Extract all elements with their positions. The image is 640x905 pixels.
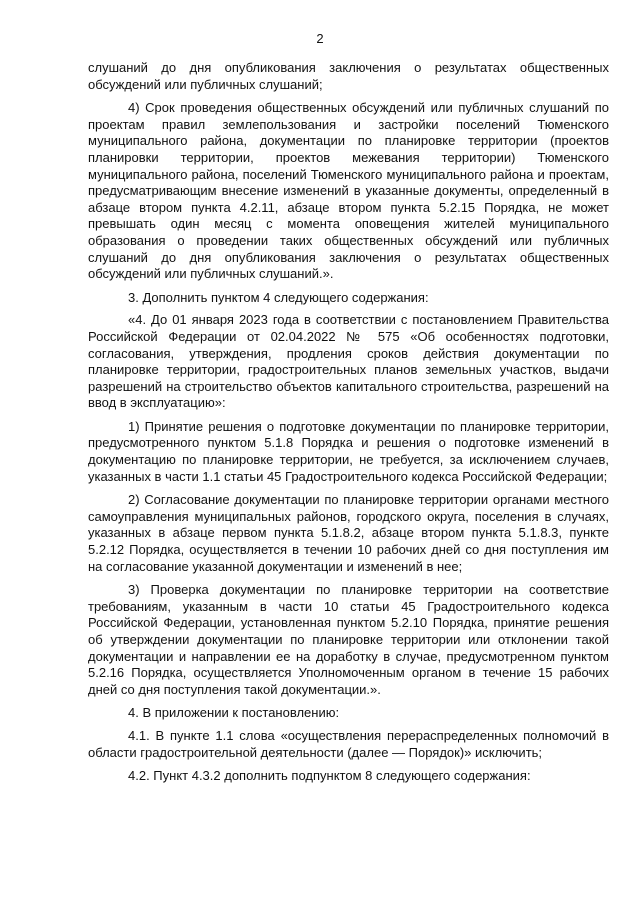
paragraph-item-4: 4) Срок проведения общественных обсуждений или публичных слушаний по проектам правил землепользования и застройки поселений Тюменского муниципального района, документации по планировке территории (проектов планировки территории, проектов межевания территории) Тюменского муниципального района, поселений Тюменского муниципального района и проектам, предусматривающим внесение изменений в указанные документы, определенный в абзаце втором пункта 4.2.11, абзаце втором пункта 5.2.15 Порядка, не может превышать один месяц с момента оповещения жителей муниципального образования о проведении таких общественных обсуждений или публичных слушаний до дня опубликования заключения о результатах общественных обсуждений или публичных слушаний.». — [88, 100, 609, 282]
paragraph-section-4: 4. В приложении к постановлению: — [128, 705, 340, 721]
paragraph-section-4-2: 4.2. Пункт 4.3.2 дополнить подпунктом 8 следующего содержания: — [128, 768, 531, 784]
paragraph-clause-4: «4. До 01 января 2023 года в соответствии с постановлением Правительства Российской Федерации от 02.04.2022 № 575 «Об особенностях подготовки, согласования, утверждения, продления сроков действия документации по планировке территории, градостроительных планов земельных участков, выдачи разрешений на строительство объектов капитального строительства, разрешений на ввод в эксплуатацию»: — [88, 312, 609, 411]
paragraph-item-1: 1) Принятие решения о подготовке документации по планировке территории, предусмотренного пунктом 5.1.8 Порядка и решения о подготовке изменений в документацию по планировке территории, не требуется, за исключением случаев, указанных в части 1.1 статьи 45 Градостроительного кодекса Российской Федерации; — [88, 418, 609, 484]
paragraph-section-4-1: 4.1. В пункте 1.1 слова «осуществления перераспределенных полномочий в области градостроительной деятельности (далее — Порядок)» исключить; — [88, 727, 609, 760]
page-number: 2 — [316, 31, 324, 46]
paragraph-item-2: 2) Согласование документации по планировке территории органами местного самоуправления муниципальных районов, городского округа, поселения в случаях, указанных в абзаце первом пункта 5.1.8.2, абзаце втором пункта 5.1.8.3, пункте 5.2.12 Порядка, осуществляется в течении 10 рабочих дней со дня поступления им на согласование указанной документации и изменений в нее; — [88, 492, 609, 574]
document-body — [88, 60, 609, 792]
paragraph-item-3: 3) Проверка документации по планировке территории на соответствие требованиям, указанным в части 10 статьи 45 Градостроительного кодекса Российской Федерации, установленная пунктом 5.2.10 Порядка, принятие решения об утверждении документации по планировке территории или отклонении такой документации и направлении ее на доработку в случае, предусмотренном пунктом 5.2.16 Порядка, осуществляется Уполномоченным органом в течение 15 рабочих дней со дня поступления такой документации.». — [88, 582, 609, 697]
paragraph-section-3: 3. Дополнить пунктом 4 следующего содержания: — [128, 289, 429, 305]
paragraph-continuation: слушаний до дня опубликования заключения о результатах общественных обсуждений или публичных слушаний; — [88, 60, 609, 92]
